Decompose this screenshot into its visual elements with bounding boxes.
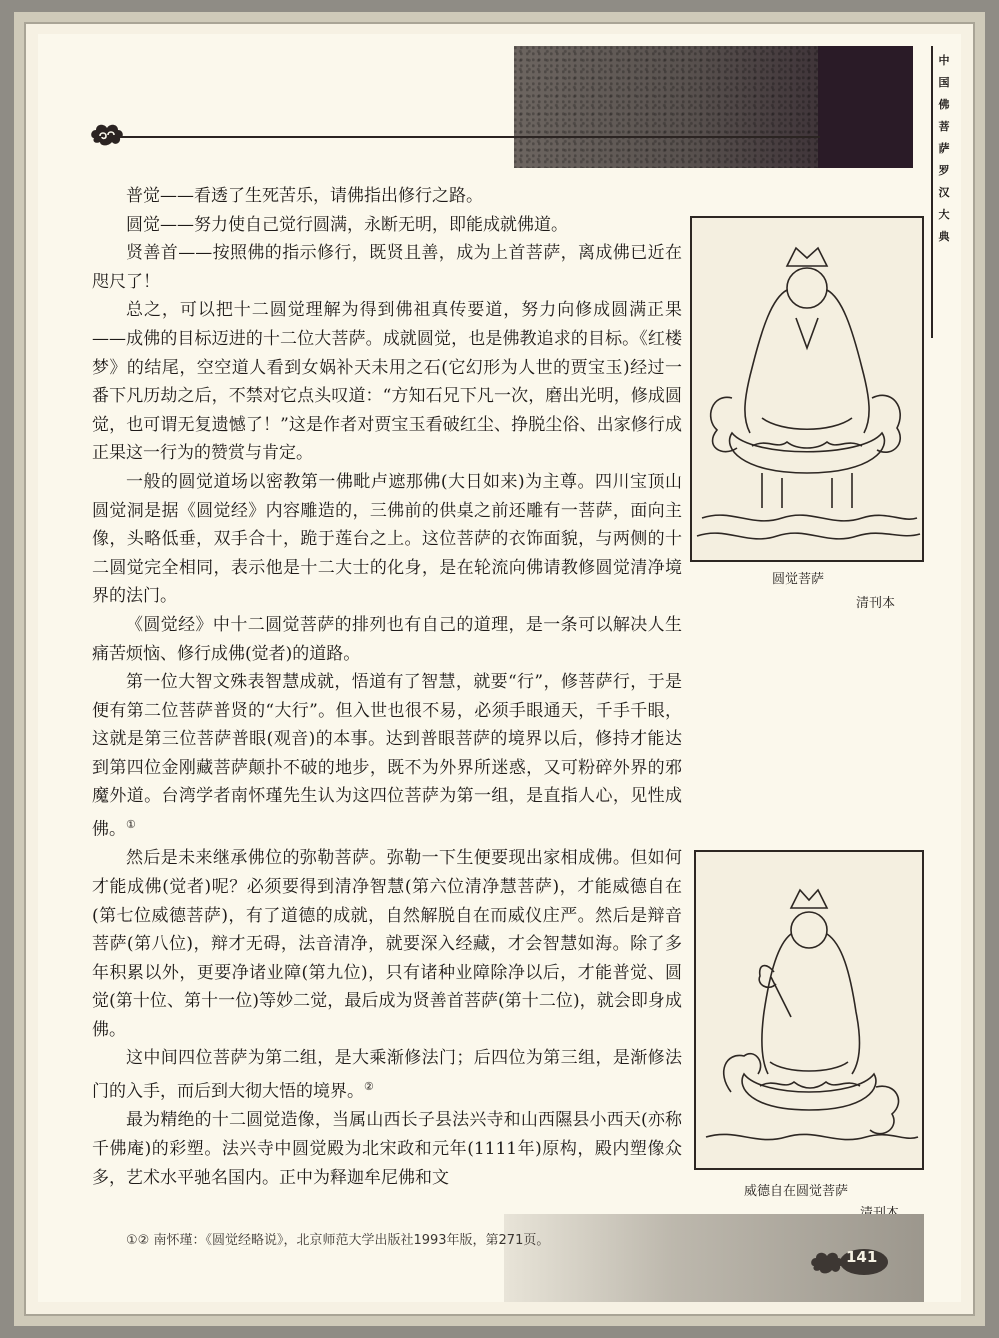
footnote-marks: ①② — [126, 1233, 150, 1248]
paragraph: 《圆觉经》中十二圆觉菩萨的排列也有自己的道理，是一条可以解决人生痛苦烦恼、修行成佛(觉者)的道路。 — [92, 614, 682, 664]
header-texture — [514, 46, 828, 168]
paragraph: 圆觉——努力使自己觉行圆满，永断无明，即能成就佛道。 — [126, 214, 568, 235]
cloud-ornament-icon — [88, 120, 126, 150]
paragraph: 最为精绝的十二圆觉造像，当属山西长子县法兴寺和山西隰县小西天(亦称千佛庵)的彩塑。法兴寺中圆觉殿为北宋政和元年(1111年)原构，殿内塑像众多，艺术水平驰名国内。正中为释迦牟尼佛和文 — [92, 1110, 682, 1188]
paragraph-text: 这中间四位菩萨为第二组，是大乘渐修法门；后四位为第三组，是渐修法门的入手，而后到大彻大悟的境界。 — [92, 1048, 682, 1102]
footnote-text: 南怀瑾：《圆觉经略说》，北京师范大学出版社1993年版，第271页。 — [153, 1233, 550, 1248]
header-dark-block — [818, 46, 913, 168]
series-title: 中国佛菩萨罗汉大典 — [938, 54, 950, 243]
footnote — [126, 1230, 646, 1252]
paragraph-text: 第一位大智文殊表智慧成就，悟道有了智慧，就要“行”，修菩萨行，于是便有第二位菩萨普贤的“大行”。但入世也很不易，必须手眼通天，千手千眼，这就是第三位菩萨普眼(观音)的本事。达到普眼菩萨的境界以后，修持才能达到第四位金刚藏菩萨颠扑不破的地步，既不为外界所迷惑，又可粉碎外界的邪魔外道。台湾学者南怀瑾先生认为这四位菩萨为第一组，是直指人心，见性成佛。 — [92, 672, 682, 840]
body-text — [92, 182, 682, 1192]
paragraph: 一般的圆觉道场以密教第一佛毗卢遮那佛(大日如来)为主尊。四川宝顶山圆觉洞是据《圆觉经》内容雕造的，三佛前的供桌之前还雕有一菩萨，面向主像，头略低垂，双手合十，跪于莲台之上。这位菩萨的衣饰面貌，与两侧的十二圆觉完全相同，表示他是十二大士的化身，是在轮流向佛请教修圆觉清净境界的法门。 — [92, 471, 682, 607]
paragraph: 总之，可以把十二圆觉理解为得到佛祖真传要道，努力向修成圆满正果——成佛的目标迈进的十二位大菩萨。成就圆觉，也是佛教追求的目标。《红楼梦》的结尾，空空道人看到女娲补天未用之石(它幻形为人世的贾宝玉)经过一番下凡历劫之后，不禁对它点头叹道：“方知石兄下凡一次，磨出光明，修成圆觉，也可谓无复遗憾了！”这是作者对贾宝玉看破红尘、挣脱尘俗、出家修行成正果这一行为的赞赏与肯定。 — [92, 300, 682, 464]
page-inner — [38, 34, 961, 1302]
footnote-ref[interactable]: ① — [126, 818, 136, 832]
bodhisattva-illustration-icon — [692, 218, 922, 560]
paragraph: 贤善首——按照佛的指示修行，既贤且善，成为上首菩萨，离成佛已近在咫尺了！ — [92, 243, 682, 292]
figure-caption: 圆觉菩萨 — [772, 572, 825, 587]
footnote-ref[interactable]: ② — [364, 1080, 374, 1094]
page — [14, 12, 985, 1326]
figure-caption: 威德自在圆觉菩萨 — [744, 1184, 849, 1199]
sidebar-rule — [931, 46, 933, 338]
paragraph-with-ref — [92, 668, 682, 844]
figure-yuanjue-bodhisattva — [690, 216, 924, 562]
figure-weide-bodhisattva — [694, 850, 924, 1170]
header-rule — [120, 136, 820, 138]
paragraph: 然后是未来继承佛位的弥勒菩萨。弥勒一下生便要现出家相成佛。但如何才能成佛(觉者)呢？必须要得到清净智慧(第六位清净慧菩萨)，才能威德自在(第七位威德菩萨)，有了道德的成就，自然解脱自在而威仪庄严。然后是辩音菩萨(第八位)，辩才无碍，法音清净，就要深入经藏，才会智慧如海。除了多年积累以外，更要净诸业障(第九位)，只有诸种业障除净以后，才能普觉、圆觉(第十位、第十一位)等妙二觉，最后成为贤善首菩萨(第十二位)，就会即身成佛。 — [92, 848, 682, 1040]
paragraph: 普觉——看透了生死苦乐，请佛指出修行之路。 — [126, 186, 483, 206]
paragraph-with-ref — [92, 1044, 682, 1106]
page-number: 141 — [846, 1248, 878, 1266]
figure-source: 清刊本 — [856, 596, 896, 611]
bodhisattva-illustration-icon — [696, 852, 922, 1168]
